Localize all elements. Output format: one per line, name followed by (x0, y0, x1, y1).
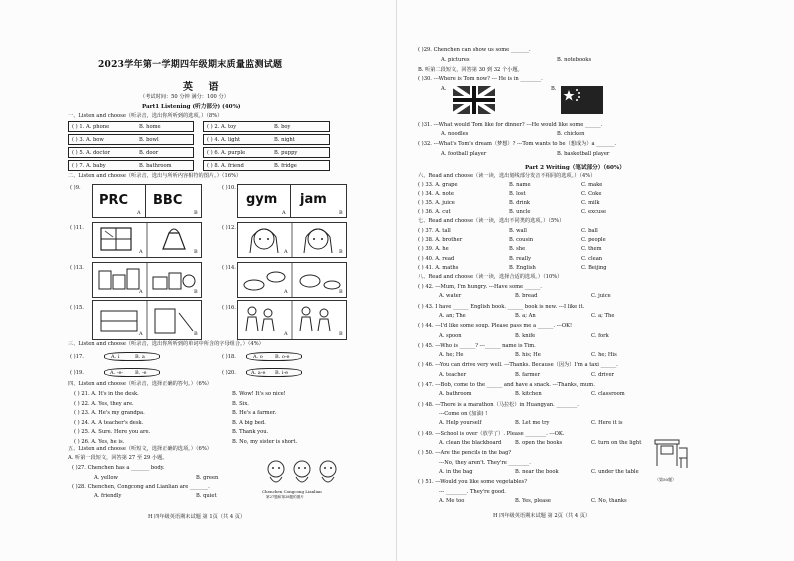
q28-question: ( )28. Chenchen, Congcong and Lianlian are _______. (72, 484, 210, 490)
q50-option-c[interactable]: C. under the table (591, 469, 639, 475)
choice-option-a: ( ) 4. A. light (207, 136, 241, 143)
q42-option-a[interactable]: A. water (439, 293, 462, 300)
listen-choice-box[interactable] (68, 160, 194, 171)
answer-option-b[interactable]: B. Six. (232, 400, 249, 407)
q47-option-b[interactable]: B. kitchen (515, 391, 542, 398)
q20-option-a: A. a-e (251, 369, 266, 376)
q51-option-a[interactable]: A. Me too (439, 498, 465, 504)
option-b-letter: B (339, 289, 343, 295)
q17-options[interactable] (104, 352, 160, 361)
word-option-a[interactable]: ( ) 37. A. tall (418, 228, 451, 234)
q48-line2: ---Come on (加油) ! (439, 411, 488, 417)
q14-picture[interactable] (237, 262, 347, 298)
q30-option-b[interactable]: B. (551, 86, 557, 92)
word-option-a[interactable]: ( ) 40. A. read (418, 255, 455, 262)
q46-option-b[interactable]: B. farmer (515, 371, 541, 378)
right-footer: H 四年级英语期末试题 第 2页（共 4 页） (493, 513, 591, 519)
q27-question: ( )27. Chenchen has a _______ body. (72, 465, 165, 471)
q44-question: ( ) 44. ---I'd like some soup. Please pass me a ______. ---OK! (418, 323, 573, 330)
q30-option-a[interactable]: A. (441, 86, 447, 92)
q19-options[interactable] (104, 368, 160, 377)
option-b-letter: B (194, 331, 198, 337)
section7-heading: 七、Read and choose（读一读，选出不同类的选项。）（5%） (418, 218, 565, 224)
q13-label: ( )13. (70, 265, 84, 271)
q20-option-b: B. i-e (275, 369, 289, 376)
q16-picture[interactable] (237, 300, 347, 340)
q42-option-c[interactable]: C. juice (591, 293, 611, 300)
q50-line2: ---No, they aren't. They're ________. (439, 459, 531, 466)
food-dishes-icon (238, 263, 346, 297)
section4-heading: 四、Listen and choose（听录音，选择正确的答句。）（6%） (68, 381, 212, 387)
option-a-letter: A (137, 210, 141, 216)
option-b-letter: B (194, 249, 198, 255)
q44-option-c[interactable]: C. fork (591, 332, 609, 339)
q12-picture[interactable] (237, 222, 347, 258)
q45-option-c[interactable]: C. he; His (591, 352, 617, 359)
q45-option-b[interactable]: B. his; He (515, 352, 541, 359)
q46-option-a[interactable]: A. teacher (439, 371, 467, 378)
word-option-c[interactable]: C. people (581, 237, 606, 244)
q13-picture[interactable] (92, 262, 202, 298)
word-option-c[interactable]: C. Coke (581, 191, 602, 197)
characters-caption-note: 第27题和第28题的图片 (266, 495, 304, 499)
three-characters-icon (262, 455, 342, 489)
option-a-letter: A (282, 210, 286, 216)
family-people-icon (238, 301, 346, 339)
word-option-a[interactable]: ( ) 36. A. cut (418, 209, 451, 215)
word-option-c[interactable]: C. Beijing (581, 264, 607, 271)
answer-option-b[interactable]: B. No, my sister is short. (232, 438, 298, 445)
listen-choice-box[interactable] (68, 121, 194, 132)
q49-option-a[interactable]: A. clean the blackboard (439, 440, 502, 446)
q27-option-b[interactable]: B. green (196, 475, 219, 481)
answer-option-b[interactable]: B. A big bed. (232, 419, 266, 426)
q51-line2: --- ________. They're good. (439, 488, 506, 495)
q9-label: ( )9. (70, 185, 81, 191)
q15-picture[interactable] (92, 300, 202, 340)
answer-option-a[interactable]: ( ) 25. A. Sure. Here you are. (74, 429, 151, 435)
q43-option-c[interactable]: C. a; The (591, 313, 615, 319)
girls-faces-icon (238, 223, 346, 257)
answer-option-a[interactable]: ( ) 22. A. Yes, they are. (74, 400, 134, 407)
answer-option-a[interactable]: ( ) 26. A. Yes, he is. (74, 438, 125, 445)
listen-choice-box[interactable] (203, 160, 330, 171)
q32-question: ( )32. ---What's Tom's dream（梦想）? ---Tom wants to be（想成为）a _______. (418, 141, 617, 147)
q50-option-a[interactable]: A. in the bag (439, 469, 473, 475)
q18-label: ( )18. (222, 354, 236, 360)
option-a-letter: A (139, 249, 143, 255)
q48-option-c[interactable]: C. Here it is (591, 420, 623, 427)
choice-option-b: B. door (139, 149, 159, 156)
word-option-b[interactable]: B. name (509, 182, 531, 188)
q49-option-b[interactable]: B. open the books (515, 440, 563, 446)
q42-question: ( ) 42. ---Mum, I'm hungry. ---Have some ______. (418, 284, 542, 290)
answer-option-b[interactable]: B. Wow! It's so nice! (232, 391, 286, 397)
section2-heading: 二、Listen and choose（听录音，选出与所听内容相符的图片。）（16%） (68, 173, 242, 179)
desk-and-chair-icon (651, 434, 691, 476)
word-option-a[interactable]: ( ) 33. A. grape (418, 182, 458, 188)
window-and-bag-icon (93, 223, 201, 257)
right-page (397, 0, 794, 561)
section5-heading: 五、Listen and choose（听短文，选择正确的选项。）（6%） (68, 446, 212, 452)
section1-heading: 一、Listen and choose（听录音，选出你所听到的选项。）（8%） (68, 113, 223, 119)
q12-label: ( )12. (222, 225, 236, 231)
option-b-letter: B (194, 210, 198, 216)
word-option-c[interactable]: C. excuse (581, 209, 607, 215)
listen-choice-box[interactable] (203, 134, 330, 145)
q20-label: ( )20. (222, 370, 236, 376)
q47-question: ( ) 47. ---Bob, come to the ______ and have a snack. ---Thanks, mum. (418, 382, 595, 388)
listen-choice-box[interactable] (68, 147, 194, 158)
q30-question: ( )30. ---Where is Tom now? --- He is in ________. (418, 76, 543, 82)
q42-option-b[interactable]: B. bread (515, 293, 538, 300)
listen-choice-box[interactable] (68, 134, 194, 145)
exam-info: （考试时间：50 分钟 满分：100 分） (140, 94, 229, 100)
q32-option-a[interactable]: A. football player (441, 151, 487, 157)
listen-choice-box[interactable] (203, 121, 330, 132)
q43-question: ( ) 43. I have ______ English book. ______ book is new. ---I like it. (418, 303, 585, 310)
q17-label: ( )17. (70, 354, 84, 360)
answer-option-b[interactable]: B. Thank you. (232, 429, 269, 435)
q31-option-a[interactable]: A. noodles (441, 131, 469, 137)
q11-picture[interactable] (92, 222, 202, 258)
choice-option-a: ( ) 2. A. toy (207, 123, 237, 130)
q27-option-a[interactable]: A. yellow (94, 475, 118, 481)
option-b-letter: B (339, 210, 343, 216)
word-option-b[interactable]: B. she (509, 246, 526, 253)
q31-question: ( )31. ---What would Tom like for dinner? ---He would like some ______. (418, 122, 603, 128)
word-option-a[interactable]: ( ) 38. A. brother (418, 237, 463, 244)
answer-option-a[interactable]: ( ) 23. A. He's my grandpa. (74, 410, 145, 416)
word-option-b[interactable]: B. wall (509, 228, 527, 234)
q50-question: ( ) 50. ---Are the pencils in the bag? (418, 450, 512, 457)
option-b-letter: B (339, 331, 343, 337)
q45-question: ( ) 45. ---Who is ______? ---______ name is Tim. (418, 342, 536, 349)
bbc-word: BBC (153, 193, 183, 208)
choice-option-a: ( ) 5. A. doctor (72, 149, 111, 156)
choice-option-b: B. fridge (274, 162, 297, 169)
word-option-c[interactable]: C. ball (581, 228, 598, 234)
q16-label: ( )16. (222, 305, 236, 311)
q51-option-c[interactable]: C. No, thanks (591, 498, 627, 504)
option-a-letter: A (284, 249, 288, 255)
q46-option-c[interactable]: C. driver (591, 371, 615, 378)
q10-picture[interactable] (237, 184, 347, 218)
option-b-letter: B (339, 249, 343, 255)
q48-option-a[interactable]: A. Help yourself (439, 420, 482, 427)
china-flag-icon (561, 86, 603, 114)
q17-option-b: B. a (135, 353, 145, 360)
section6-heading: 六、Read and choose（读一读，选出划线部分发音不相同的选项。）（4%） (418, 173, 596, 179)
q48-question: ( ) 48. ---There is a marathon（马拉松）in Huangyan. ________. (418, 401, 579, 408)
q19-option-a: A. -e- (110, 369, 124, 376)
choice-option-b: B. bathroom (139, 162, 172, 169)
word-option-a[interactable]: ( ) 34. A. note (418, 191, 454, 197)
word-option-a[interactable]: ( ) 39. A. he (418, 246, 449, 253)
prc-word: PRC (99, 193, 129, 208)
q31-option-b[interactable]: B. chicken (557, 131, 585, 137)
left-footer: H 四年级英语期末试题 第 1页（共 4 页） (148, 514, 246, 520)
choice-option-a: ( ) 7. A. baby (72, 162, 106, 169)
word-option-a[interactable]: ( ) 35. A. juice (418, 200, 455, 206)
answer-option-a[interactable]: ( ) 21. A. It's in the desk. (74, 391, 139, 397)
q43-option-a[interactable]: A. an; The (439, 313, 466, 319)
q20-options[interactable] (246, 368, 302, 377)
choice-option-b: B. home (139, 123, 161, 130)
uk-flag-icon (453, 86, 495, 114)
q51-option-b[interactable]: B. Yes, please (515, 498, 551, 504)
q18-options[interactable] (246, 352, 302, 361)
word-option-b[interactable]: B. uncle (509, 209, 531, 215)
q28-option-b[interactable]: B. quiet (196, 493, 217, 499)
option-b-letter: B (194, 289, 198, 295)
jam-word: jam (300, 192, 327, 207)
word-option-b[interactable]: B. lost (509, 191, 526, 197)
q28-option-a[interactable]: A. friendly (94, 493, 122, 499)
q14-label: ( )14. (222, 265, 236, 271)
q46-question: ( ) 46. ---You can drive very well. ---Thanks. Because（因为）I'm a taxi ______. (418, 362, 618, 369)
q18-option-a: A. o (253, 353, 263, 360)
exam-title: 2023学年第一学期四年级期末质量监测试题 (98, 60, 283, 70)
q18-option-b: B. o-e (275, 353, 290, 360)
q19-label: ( )19. (70, 370, 84, 376)
q32-option-b[interactable]: B. basketball player (557, 151, 610, 157)
q11-label: ( )11. (70, 225, 84, 231)
section3-heading: 三、Listen and choose（听录音，选出你所听到的单词中所含的字母组合。）（4%） (68, 341, 264, 347)
gym-word: gym (246, 192, 278, 207)
room-scenes-icon (93, 301, 201, 339)
q15-label: ( )15. (70, 305, 84, 311)
part2-heading: Part 2 Writing（笔试部分）（60%） (525, 165, 625, 171)
word-option-b[interactable]: B. drink (509, 200, 531, 206)
answer-option-a[interactable]: ( ) 24. A. A teacher's desk. (74, 419, 144, 426)
q29-option-b[interactable]: B. notebooks (557, 57, 592, 63)
q10-label: ( )10. (222, 185, 236, 191)
word-option-b[interactable]: B. really (509, 255, 532, 262)
option-a-letter: A (139, 331, 143, 337)
part1-heading: Part1 Listening (听力部分) (40%) (142, 104, 241, 110)
word-option-c[interactable]: C. make (581, 182, 603, 188)
q50-caption: （第50题） (655, 477, 677, 482)
q47-option-c[interactable]: C. classroom (591, 391, 625, 398)
q43-option-b[interactable]: B. a; An (515, 313, 536, 319)
choice-option-b: B. boy (274, 123, 291, 130)
school-items-icon (93, 263, 201, 297)
q44-option-a[interactable]: A. spoon (439, 332, 462, 339)
q29-question: ( )29. Chenchen can show us some _______. (418, 47, 531, 53)
listen-choice-box[interactable] (203, 147, 330, 158)
q51-question: ( ) 51. ---Would you like some vegetables? (418, 479, 527, 486)
q29-option-a[interactable]: A. pictures (441, 57, 470, 63)
choice-option-b: B. puppy (274, 149, 298, 156)
q49-question: ( ) 49. ---School is over（放学了）. Please ________. ---OK. (418, 430, 565, 437)
q49-option-c[interactable]: C. turn on the light (591, 440, 642, 446)
answer-option-b[interactable]: B. He's a farmer. (232, 410, 277, 416)
choice-option-b: B. night (274, 136, 295, 143)
q17-option-a: A. i (111, 353, 120, 360)
section8-heading: 八、Read and choose（读一读，选择合适的选项。）（10%） (418, 274, 563, 280)
word-option-a[interactable]: ( ) 41. A. maths (418, 264, 459, 271)
word-option-b[interactable]: B. cousin (509, 237, 534, 244)
choice-option-a: ( ) 6. A. purple (207, 149, 246, 156)
characters-caption: Chenchen Congcong Lianlian (262, 489, 322, 494)
word-option-b[interactable]: B. English (509, 264, 536, 271)
section5a-heading: A. 听第一段短文，回答第 27 至 29 小题。 (68, 455, 168, 461)
q19-option-b: B. -e (135, 369, 147, 376)
option-a-letter: A (284, 289, 288, 295)
option-a-letter: A (284, 331, 288, 337)
choice-option-a: ( ) 1. A. phone (72, 123, 110, 130)
choice-option-b: B. bowl (139, 136, 159, 143)
q9-picture[interactable] (92, 184, 202, 218)
q45-option-a[interactable]: A. he; He (439, 352, 464, 359)
q47-option-a[interactable]: A. bathroom (439, 391, 472, 398)
word-option-c[interactable]: C. milk (581, 200, 600, 206)
q50-option-b[interactable]: B. near the book (515, 469, 559, 475)
q48-option-b[interactable]: B. Let me try (515, 420, 550, 427)
choice-option-a: ( ) 8. A. friend (207, 162, 244, 169)
choice-option-a: ( ) 3. A. bow (72, 136, 104, 143)
subject-title: 英 语 (183, 82, 225, 93)
q44-option-b[interactable]: B. knife (515, 332, 536, 339)
word-option-c[interactable]: C. them (581, 246, 602, 253)
option-a-letter: A (139, 289, 143, 295)
word-option-c[interactable]: C. clean (581, 255, 603, 262)
sectionB-heading: B. 听第二段短文，回答第 30 到 32 个小题。 (418, 67, 523, 73)
